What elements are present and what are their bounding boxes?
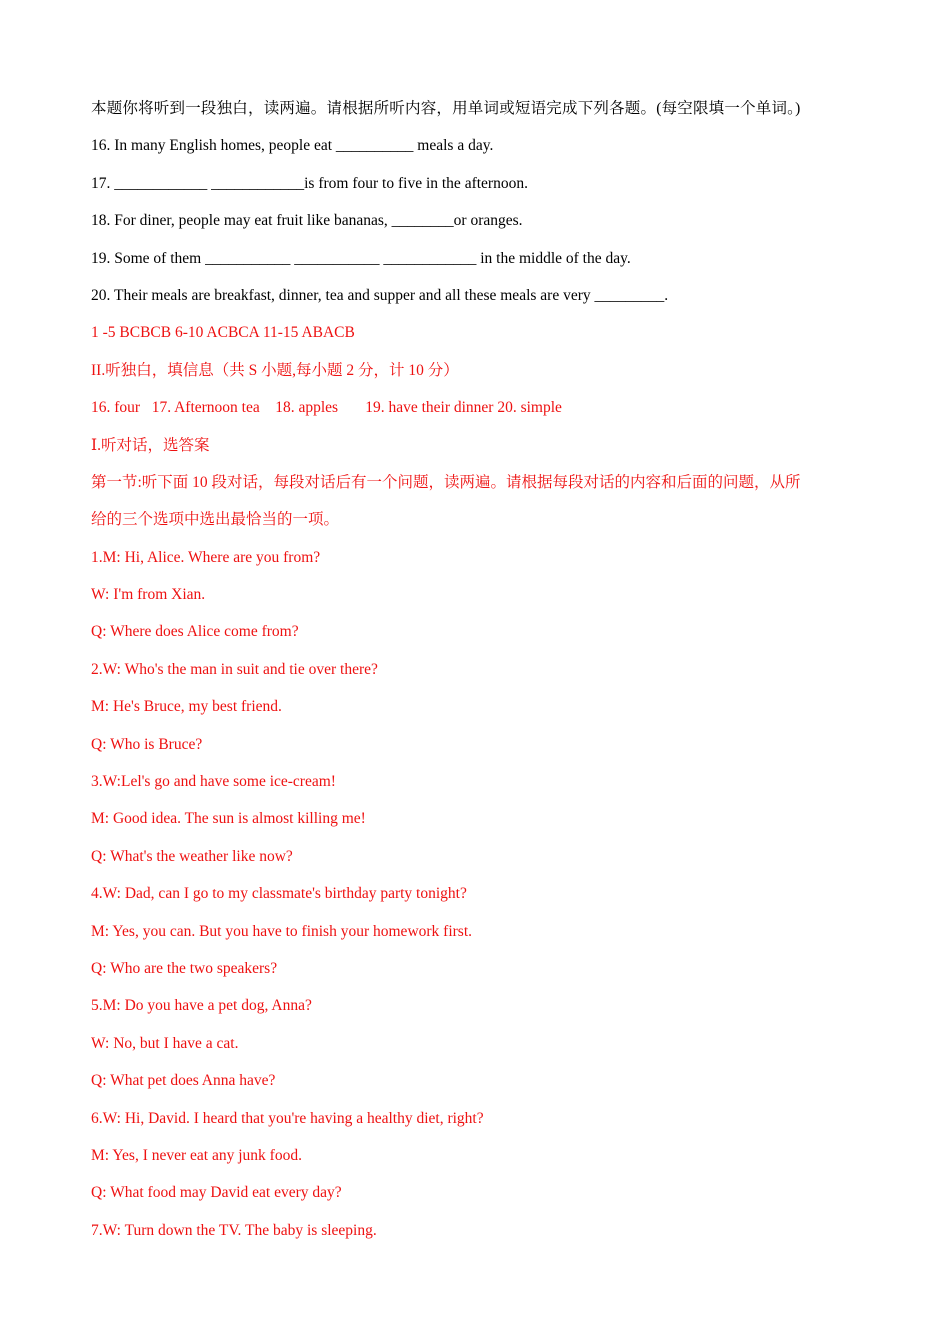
- question-17: 17. ____________ ____________is from four to five in the afternoon.: [91, 174, 528, 192]
- transcript-line: 4.W: Dad, can I go to my classmate's birthday party tonight?: [91, 885, 467, 903]
- transcript-line: Q: Where does Alice come from?: [91, 623, 299, 641]
- answers-part-2: 16. four 17. Afternoon tea 18. apples 19. have their dinner 20. simple: [91, 399, 562, 417]
- transcript-line: Q: Who is Bruce?: [91, 735, 203, 753]
- transcript-heading: Ⅰ.听对话，选答案: [91, 436, 210, 454]
- answers-part-1: 1 -5 BCBCB 6-10 ACBCA 11-15 ABACB: [91, 324, 355, 342]
- question-18: 18. For diner, people may eat fruit like bananas, ________or oranges.: [91, 212, 523, 230]
- question-16: 16. In many English homes, people eat __________ meals a day.: [91, 137, 494, 155]
- answers-part-2-heading: II.听独白，填信息（共 S 小题,每小题 2 分，计 10 分）: [91, 361, 459, 379]
- transcript-line: M: Good idea. The sun is almost killing me!: [91, 810, 366, 828]
- question-20: 20. Their meals are breakfast, dinner, tea and supper and all these meals are very _________.: [91, 286, 669, 304]
- transcript-line: 7.W: Turn down the TV. The baby is sleeping.: [91, 1221, 377, 1239]
- transcript-line: W: I'm from Xian.: [91, 586, 206, 604]
- transcript-line: Q: Who are the two speakers?: [91, 959, 278, 977]
- transcript-line: M: Yes, I never eat any junk food.: [91, 1146, 302, 1164]
- transcript-line: 5.M: Do you have a pet dog, Anna?: [91, 997, 312, 1015]
- transcript-line: 2.W: Who's the man in suit and tie over there?: [91, 660, 378, 678]
- transcript-line: Q: What's the weather like now?: [91, 847, 293, 865]
- transcript-line: W: No, but I have a cat.: [91, 1034, 239, 1052]
- transcript-line: M: Yes, you can. But you have to finish your homework first.: [91, 922, 473, 940]
- section-intro-line-2: 给的三个选项中选出最恰当的一项。: [91, 511, 340, 529]
- transcript-line: 3.W:Lel's go and have some ice-cream!: [91, 773, 336, 791]
- listening-instructions: 本题你将听到一段独白，读两遍。请根据所听内容，用单词或短语完成下列各题。(每空限填一个单词。): [91, 100, 801, 117]
- document-page: [91, 96, 881, 1255]
- question-19: 19. Some of them ___________ ___________ ____________ in the middle of the day.: [91, 249, 631, 267]
- transcript-line: Q: What pet does Anna have?: [91, 1072, 276, 1090]
- section-intro-line-1: 第一节:听下面 10 段对话，每段对话后有一个问题，读两遍。请根据每段对话的内容和后面的问题，从所: [91, 473, 801, 491]
- transcript-line: 1.M: Hi, Alice. Where are you from?: [91, 548, 321, 566]
- transcript-line: 6.W: Hi, David. I heard that you're having a healthy diet, right?: [91, 1109, 484, 1127]
- transcript-line: M: He's Bruce, my best friend.: [91, 698, 282, 716]
- transcript-line: Q: What food may David eat every day?: [91, 1184, 342, 1202]
